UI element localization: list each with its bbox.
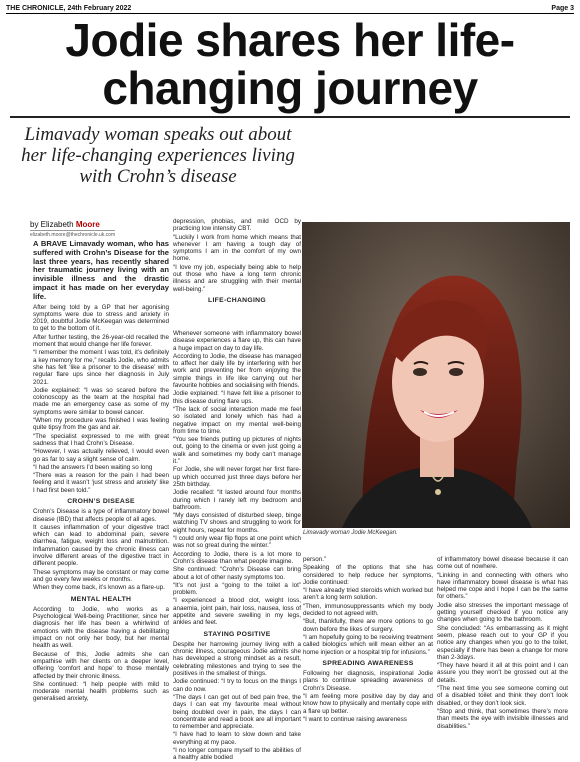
paragraph: person.” bbox=[303, 556, 327, 563]
article-column-3 bbox=[303, 556, 433, 734]
byline-email[interactable]: elizabeth.moore@thechronicle.uk.com bbox=[30, 232, 116, 238]
paragraph: Jodie continued: “I try to focus on the things I can do now. bbox=[173, 678, 301, 693]
article-column-2 bbox=[173, 330, 301, 762]
article-column-1 bbox=[33, 240, 169, 734]
paragraph: “However, I was actually relieved, I would even go as far to say a slight sense of calm. bbox=[33, 448, 169, 463]
paragraph: “I am hopefully going to be receiving treatment called biologics which will mean either an at home injection or a hospital trip for infusions.” bbox=[303, 633, 433, 656]
portrait-illustration bbox=[302, 222, 570, 528]
subheading-mental-health: MENTAL HEALTH bbox=[70, 595, 132, 603]
paragraph: “I have had to learn to slow down and take everything at my pace. bbox=[173, 731, 301, 746]
paragraph: Whenever someone with inflammatory bowel disease experiences a flare up, this can have a huge impact on day to day life. bbox=[173, 330, 301, 352]
article-column-2-top bbox=[173, 218, 301, 328]
paragraph: Jodie also stresses the important message of getting yourself checked if you notice any changes when going to the bathroom. bbox=[437, 601, 568, 624]
paragraph: “When my procedure was finished I was feeling quite tipsy from the gas and air. bbox=[33, 417, 169, 432]
paragraph: “It’s not just a “going to the toilet a lot” problem. bbox=[173, 581, 301, 597]
paragraph: Crohn’s Disease is a type of inflammatory bowel disease (IBD) that affects people of all ages. bbox=[33, 508, 169, 523]
paragraph: These symptoms may be constant or may come and go every few weeks or months. bbox=[33, 568, 169, 583]
photo-caption: Limavady woman Jodie McKeegan. bbox=[303, 530, 398, 536]
byline-prefix: by Elizabeth bbox=[30, 220, 74, 229]
paragraph: Despite her harrowing journey living with a chronic illness, courageous Jodie admits she has developed a strong mindset as a result, celebrating milestones and trying to see the positives in the smallest of things. bbox=[173, 640, 301, 678]
paragraph: “The lack of social interaction made me feel so isolated and lonely which has had a negative impact on my mental well-being from time to time. bbox=[173, 405, 301, 435]
article-column-4 bbox=[437, 556, 568, 734]
masthead-page-number: Page 3 bbox=[551, 5, 574, 12]
paragraph: depression, phobias, and mild OCD by practicing low intensity CBT. bbox=[173, 218, 301, 233]
standfirst: Limavady woman speaks out about her life-changing experiences living with Crohn’s disease bbox=[21, 124, 295, 187]
paragraph: “The next time you see someone coming out of a disabled toilet and think they don’t look disabled, or they don’t look sick. bbox=[437, 685, 568, 707]
paragraph: She concluded: “As embarrassing as it might seem, please reach out to your GP if you notice any changes when you go to the toilet, especially if there has been a change for more than 2-3days. bbox=[437, 624, 568, 661]
paragraph: For Jodie, she will never forget her first flare-up which occurred just three days before her 25th birthday. bbox=[173, 466, 301, 488]
subheading-crohns-disease: CROHN’S DISEASE bbox=[67, 498, 135, 505]
paragraph: “I experienced a blood clot, weight loss, anaemia, joint pain, hair loss, nausea, loss of appetite and severe swelling in my legs, ankles and feet. bbox=[173, 597, 301, 627]
paragraph: Speaking of the options that she has considered to help reduce her symptoms, Jodie continued: bbox=[303, 564, 433, 586]
paragraph: “Luckily I work from home which means that whenever I am having a tough day of symptoms I am in the comfort of my own home. bbox=[173, 233, 301, 263]
paragraph: “Stop and think, that sometimes there’s more than meets the eye with invisible illnesses and disabilities.” bbox=[437, 707, 568, 730]
masthead bbox=[6, 4, 574, 14]
paragraph: “I remember the moment I was told, it’s definitely a key memory for me,” recalls Jodie, who admits she has felt ‘like a prisoner to the disease’ with regular flare ups since her diagnosis in July 2021. bbox=[33, 349, 169, 386]
paragraph: “I love my job, especially being able to help out those who have a long term chronic illness and are struggling with their mental well-being.” bbox=[173, 263, 301, 293]
paragraph: “The days I can get out of bed pain free, the days I can eat my favourite meal without being doubled over in pain, the days I can concentrate and read a book are all important to remember and appreciate. bbox=[173, 693, 301, 731]
paragraph: “I could only wear flip flops at one point which was not so great during the winter.” bbox=[173, 535, 301, 550]
paragraph: “I had the answers I’d been waiting so long bbox=[33, 463, 153, 471]
paragraph: “I no longer compare myself to the abilities of a healthy able bodied bbox=[173, 747, 301, 762]
masthead-paper-date: THE CHRONICLE, 24th February 2022 bbox=[6, 5, 132, 12]
subheading-staying-positive: STAYING POSITIVE bbox=[203, 630, 271, 638]
paragraph: Jodie explained: “I was so scared before the colonoscopy as the team at the hospital had made me an emergency case as some of my symptoms were similar to bowel cancer. bbox=[33, 386, 169, 416]
paragraph: “The specialist expressed to me with great sadness that I had Crohn’s Disease. bbox=[33, 432, 169, 447]
paragraph: According to Jodie, who works as a Psychological Well-being Practitioner, since her diagnosis her life has been a whirlwind of emotions with the disease having a debilitating impact on not only her body, but her mental health as well. bbox=[33, 605, 169, 650]
paragraph: Jodie explained: “I have felt like a prisoner to this disease during flare ups. bbox=[173, 390, 301, 405]
portrait-photo bbox=[302, 222, 570, 528]
article-intro: A BRAVE Limavady woman, who has suffered with Crohn’s Disease for the last three years, has recently shared her traumatic journey living with an invisible illness and the drastic impact it has made on her everyday life. bbox=[33, 239, 169, 301]
headline: Jodie shares her life-changing journey bbox=[65, 14, 515, 114]
paragraph: According to Jodie, the disease has managed to affect her daily life by interfering with her work and preventing her from enjoying the simple things in life like carrying out her favourite hobbies and socialising with friends. bbox=[173, 352, 301, 390]
paragraph: When they come back, it’s known as a flare-up. bbox=[33, 584, 165, 592]
headline-rule bbox=[10, 116, 570, 118]
byline-name bbox=[30, 220, 115, 229]
paragraph: “But, thankfully, there are more options to go down before the likes of surgery. bbox=[303, 618, 433, 633]
paragraph: of inflammatory bowel disease because it can come out of nowhere. bbox=[437, 556, 568, 571]
paragraph: Following her diagnosis, inspirational Jodie plans to continue spreading awareness of Crohn’s Disease. bbox=[303, 670, 433, 692]
paragraph: “There was a reason for the pain I had been feeling and it wasn’t ‘just stress and anxiety’ like I had first been told.” bbox=[33, 472, 169, 494]
subheading-life-changing: LIFE-CHANGING bbox=[208, 296, 266, 304]
paragraph: “My days consisted of disturbed sleep, binge watching TV shows and struggling to work for eight hours, repeat for months. bbox=[173, 512, 301, 534]
paragraph: She continued: “Crohn’s Disease can bring about a lot of other nasty symptoms too. bbox=[173, 566, 301, 581]
paragraph: She continued: “I help people with mild to moderate mental health problems such as generalised anxiety, bbox=[33, 680, 169, 703]
paragraph: After being told by a GP that her agonising symptoms were due to stress and anxiety in 2019, doubtful Jodie McKeegan was determined to get to the bottom of it. bbox=[33, 303, 169, 333]
paragraph: “I want to continue raising awareness bbox=[303, 715, 407, 723]
paragraph: “Linking in and connecting with others who have inflammatory bowel disease is what has helped me cope and I hope I can be the same for others.” bbox=[437, 571, 568, 601]
paragraph: “I am feeling more positive day by day and know how to physically and mentally cope with a flare up better. bbox=[303, 693, 433, 715]
paragraph: Because of this, Jodie admits she can empathise with her clients on a deeper level, offering ‘comfort and hope’ to those mentally affected by their chronic illness. bbox=[33, 650, 169, 680]
subheading-spreading-awareness: SPREADING AWARENESS bbox=[322, 659, 414, 667]
paragraph: Jodie recalled: “It lasted around four months during which I rarely left my bedroom and bathroom. bbox=[173, 489, 301, 511]
byline-surname: Moore bbox=[75, 220, 100, 229]
byline bbox=[30, 220, 115, 238]
paragraph: “You see friends putting up pictures of nights out, going to the cinema or even just going a walk and sometimes my body can’t manage it.” bbox=[173, 436, 301, 466]
paragraph: “Then, immunosuppressants which my body decided to not agreed with. bbox=[303, 602, 433, 618]
paragraph: It causes inflammation of your digestive tract which can lead to abdominal pain, severe diarrhea, fatigue, weight loss and malnutrition. Inflammation caused by the chronic illness can involve different areas of the digestive tract in different people. bbox=[33, 523, 169, 568]
paragraph: “I have already tried steroids which worked but aren’t a long term solution. bbox=[303, 587, 433, 602]
paragraph: After further testing, the 26-year-old recalled the moment that would change her life forever. bbox=[33, 333, 169, 349]
paragraph: “They have heard it all at this point and I can assure you they won’t be grossed out at the details. bbox=[437, 662, 568, 684]
paragraph: According to Jodie, there is a lot more to Crohn’s disease than what people imagine. bbox=[173, 550, 301, 565]
